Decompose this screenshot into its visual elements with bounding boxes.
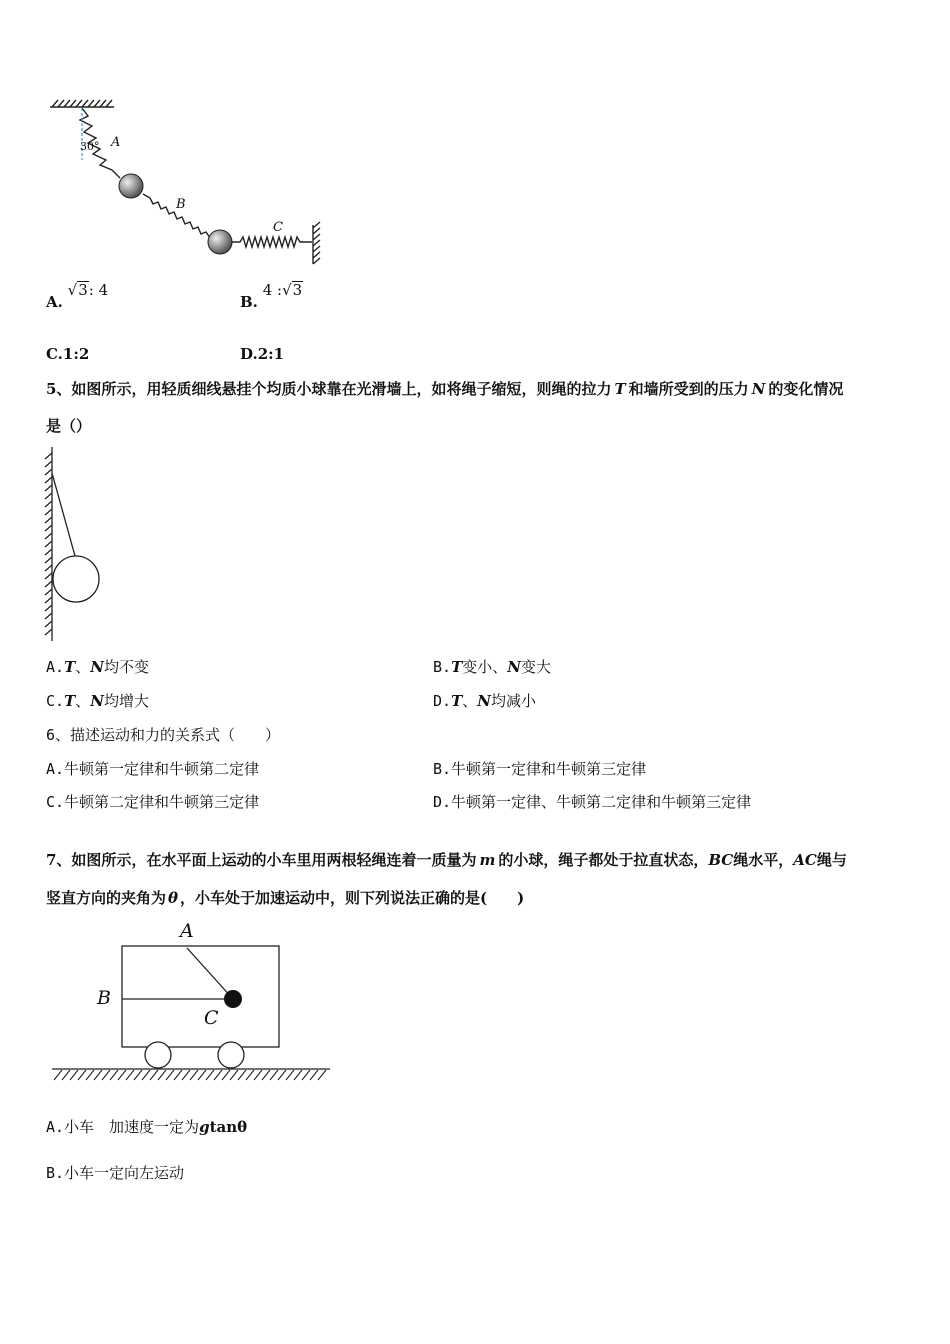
opt-text: 均增大 xyxy=(103,692,149,710)
cart-figure xyxy=(0,920,950,1090)
tan-theta: tanθ xyxy=(209,1118,248,1136)
opt-letter: B. xyxy=(433,658,452,676)
q4-option-a[interactable]: A. √3: 4 xyxy=(46,281,109,311)
fig4-label-c: C xyxy=(273,220,283,235)
q6-option-c[interactable]: C.牛顿第二定律和牛顿第三定律 xyxy=(46,793,260,811)
q4-option-b[interactable]: B. 4 :√3 xyxy=(240,281,303,311)
var-g: g xyxy=(199,1118,210,1136)
q5-stem-part3: 的变化情况 xyxy=(768,380,844,398)
var-t: T xyxy=(451,658,463,676)
var-n: N xyxy=(477,692,491,710)
fig4-label-a: A xyxy=(111,135,121,150)
q7-var-ac: AC xyxy=(793,851,817,869)
q6-stem: 6、描述运动和力的关系式（ ） xyxy=(46,726,281,744)
q4-option-a-sqrt: 3 xyxy=(78,281,88,299)
q5-var-t: T xyxy=(614,380,626,398)
q5-option-b[interactable] xyxy=(433,657,551,677)
var-t: T xyxy=(64,692,76,710)
spring-ball-figure xyxy=(0,0,950,280)
sep: 、 xyxy=(75,658,91,676)
q7-option-a[interactable] xyxy=(46,1117,247,1137)
q5-option-a[interactable] xyxy=(46,657,149,677)
q6-option-a[interactable]: A.牛顿第一定律和牛顿第二定律 xyxy=(46,760,260,778)
q5-stem-line1 xyxy=(46,379,843,399)
fig4-label-b: B xyxy=(176,197,186,212)
q4-option-b-sqrt: 3 xyxy=(292,281,303,299)
var-n: N xyxy=(90,658,104,676)
hanging-ball-figure xyxy=(40,445,120,645)
q5-stem-line2: 是（） xyxy=(46,417,92,435)
q7-var-theta: θ xyxy=(168,889,179,907)
q7-stem-line2 xyxy=(46,888,524,908)
q7-stem-line1 xyxy=(46,850,847,870)
sep: 、 xyxy=(462,692,478,710)
q4-option-d[interactable]: D.2:1 xyxy=(240,345,285,363)
q7-stem-part6: ，小车处于加速运动中，则下列说法正确的是( ) xyxy=(180,889,525,907)
q5-option-d[interactable] xyxy=(433,691,536,711)
q4-option-c[interactable]: C.1:2 xyxy=(46,345,90,363)
q4-option-a-rest: : 4 xyxy=(88,281,109,299)
q6-option-d[interactable]: D.牛顿第一定律、牛顿第二定律和牛顿第三定律 xyxy=(433,793,752,811)
sep: 、 xyxy=(75,692,91,710)
opt-text: 均不变 xyxy=(103,658,149,676)
q7-var-bc: BC xyxy=(708,851,734,869)
q4-option-b-letter: B. xyxy=(240,293,258,311)
cart-label-c: C xyxy=(204,1007,219,1029)
opt-letter: C. xyxy=(46,692,65,710)
q4-option-a-letter: A. xyxy=(46,293,63,311)
q7-var-m: m xyxy=(479,851,496,869)
q5-stem-part2: 和墙所受到的压力 xyxy=(628,380,749,398)
q7-stem-part4: 绳与 xyxy=(816,851,847,869)
q7-stem-part3: 绳水平， xyxy=(733,851,794,869)
opt-letter: A. xyxy=(46,658,65,676)
q6-option-b[interactable]: B.牛顿第一定律和牛顿第三定律 xyxy=(433,760,647,778)
q5-var-n: N xyxy=(751,380,766,398)
opt-text: 变小、 xyxy=(462,658,508,676)
var-t: T xyxy=(64,658,76,676)
opt-text: 变大 xyxy=(520,658,551,676)
q7-stem-part1: 7、如图所示，在水平面上运动的小车里用两根轻绳连着一质量为 xyxy=(46,851,477,869)
q7-stem-part5: 竖直方向的夹角为 xyxy=(46,889,167,907)
fig4-angle: 30° xyxy=(80,140,100,153)
var-n: N xyxy=(507,658,521,676)
q7-stem-part2: 的小球，绳子都处于拉直状态， xyxy=(498,851,709,869)
q7-option-b[interactable]: B.小车一定向左运动 xyxy=(46,1164,185,1182)
q4-option-b-pre: 4 : xyxy=(262,281,283,299)
var-t: T xyxy=(451,692,463,710)
q5-option-c[interactable] xyxy=(46,691,149,711)
cart-label-a: A xyxy=(180,920,194,942)
cart-label-b: B xyxy=(97,987,111,1009)
q5-stem-part1: 5、如图所示，用轻质细线悬挂个均质小球靠在光滑墙上，如将绳子缩短，则绳的拉力 xyxy=(46,380,612,398)
var-n: N xyxy=(90,692,104,710)
opt-text: A.小车 加速度一定为 xyxy=(46,1118,200,1136)
opt-text: 均减小 xyxy=(490,692,536,710)
opt-letter: D. xyxy=(433,692,452,710)
